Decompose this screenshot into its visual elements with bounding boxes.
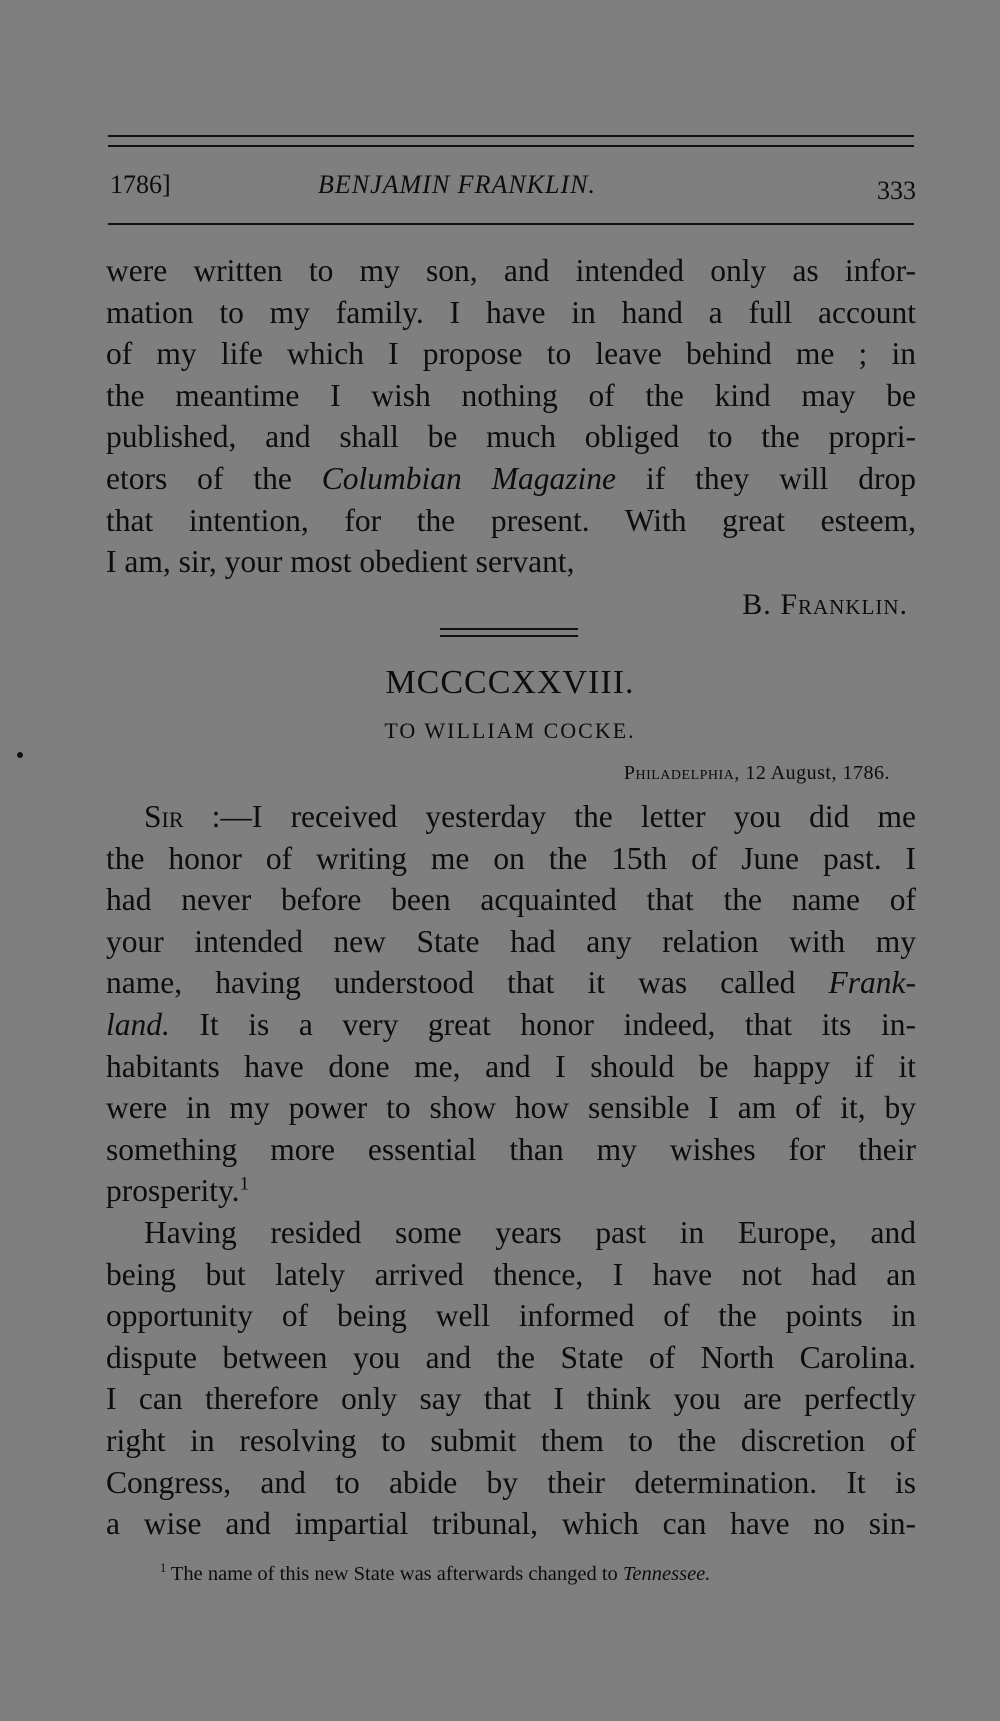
section-divider-2: [440, 635, 578, 637]
top-rule-2: [108, 145, 914, 147]
text-line: published, and shall be much obliged to the propri-: [106, 419, 916, 455]
page-mark: [17, 752, 23, 758]
text-line: the honor of writing me on the 15th of June past. I: [106, 840, 916, 876]
text-fragment: etors of the: [106, 460, 322, 496]
text-line: [106, 458, 916, 500]
footnote-mark: 1: [160, 1561, 167, 1576]
text-line: the meantime I wish nothing of the kind may be: [106, 377, 916, 413]
text-line: had never before been acquainted that the name of: [106, 882, 916, 918]
text-line: being but lately arrived thence, I have not had an: [106, 1256, 916, 1292]
text-line: I can therefore only say that I think you are perfectly: [106, 1381, 916, 1417]
text-line: were in my power to show how sensible I am of it, by: [106, 1090, 916, 1126]
footnote-italic: Tennessee.: [622, 1563, 711, 1585]
letter-body: [106, 796, 916, 1545]
frankland-word: land.: [106, 1006, 170, 1042]
text-line: your intended new State had any relation with my: [106, 923, 916, 959]
text-line: [106, 962, 916, 1004]
letter-recipient: TO WILLIAM COCKE.: [384, 718, 636, 743]
text-line: something more essential than my wishes for their: [106, 1131, 916, 1167]
text-line: were written to my son, and intended only as infor-: [106, 253, 916, 288]
text-line: a wise and impartial tribunal, which can have no sin-: [106, 1506, 916, 1542]
text-fragment: name, having understood that it was called: [106, 965, 829, 1001]
continued-letter-body: [106, 250, 916, 583]
text-line: [106, 1170, 916, 1212]
letter-number: MCCCCXXVIII.: [385, 664, 635, 701]
dateline-date: 12 August, 1786.: [739, 762, 890, 784]
text-line: mation to my family. I have in hand a full account: [106, 294, 916, 330]
signature: [742, 588, 908, 622]
text-line: opportunity of being well informed of the points in: [106, 1298, 916, 1334]
text-line: habitants have done me, and I should be happy if it: [106, 1048, 916, 1084]
text-line: Having resided some years past in Europe, and: [144, 1214, 916, 1250]
running-head-year: 1786]: [110, 170, 171, 199]
top-rule-1: [108, 135, 914, 137]
footnote-reference: 1: [239, 1173, 250, 1195]
salutation: Sir: [144, 799, 184, 834]
signature-name: Franklin.: [780, 588, 908, 621]
head-rule: [108, 223, 914, 225]
text-line: dispute between you and the State of North Carolina.: [106, 1339, 916, 1375]
letter-dateline: [624, 762, 890, 785]
footnote-text: The name of this new State was afterwards changed to: [166, 1563, 623, 1585]
text-line: Congress, and to abide by their determination. It is: [106, 1464, 916, 1500]
text-line: [106, 796, 916, 838]
text-line: I am, sir, your most obedient servant,: [106, 544, 575, 580]
text-fragment: :—I received yesterday the letter you did me: [183, 799, 916, 834]
signature-initial: B.: [742, 588, 781, 621]
text-line: right in resolving to submit them to the discretion of: [106, 1422, 916, 1458]
text-fragment: if they will drop: [616, 460, 916, 496]
section-divider-1: [440, 628, 578, 630]
text-line: [106, 1004, 916, 1046]
text-fragment: prosperity.: [106, 1173, 240, 1209]
running-head: [108, 170, 916, 210]
page-number: 333: [877, 176, 916, 205]
dateline-place: Philadelphia,: [623, 762, 740, 784]
magazine-title: Columbian Magazine: [321, 460, 616, 496]
text-line: that intention, for the present. With great esteem,: [106, 502, 916, 538]
text-fragment: It is a very great honor indeed, that its in-: [169, 1006, 916, 1042]
frankland-word: Frank-: [828, 965, 916, 1001]
footnote: [160, 1563, 710, 1586]
running-head-title: BENJAMIN FRANKLIN.: [318, 170, 596, 199]
text-line: of my life which I propose to leave behind me ; in: [106, 336, 916, 372]
